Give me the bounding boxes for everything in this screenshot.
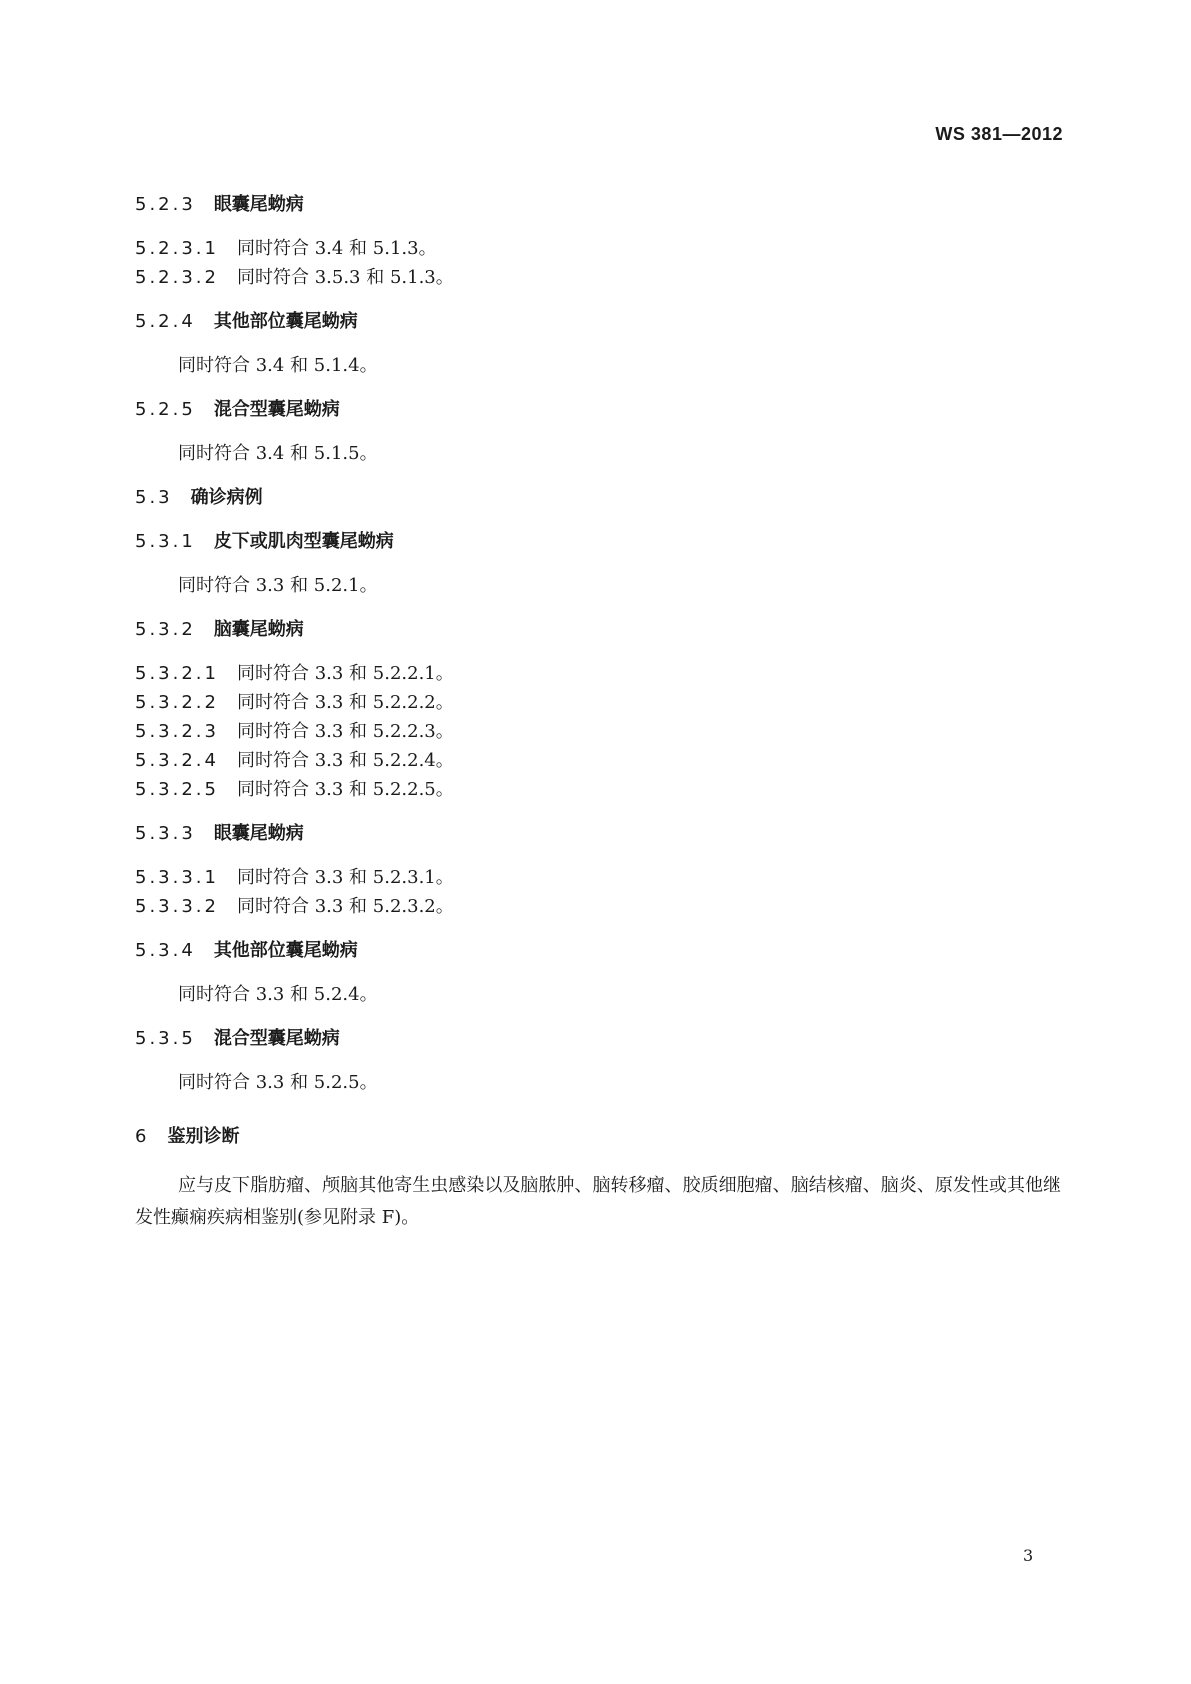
section-number: 5.2.5 <box>135 399 196 420</box>
section-heading <box>135 1024 340 1050</box>
section-title: 眼囊尾蚴病 <box>213 194 304 215</box>
section-heading <box>135 190 304 216</box>
section-number: 5.3.1 <box>135 531 196 552</box>
clause-number: 5.2.3.1 <box>135 238 219 259</box>
section-heading <box>135 527 394 553</box>
section-heading <box>135 307 358 333</box>
section-number: 5.3 <box>135 487 173 508</box>
page-number: 3 <box>1023 1546 1034 1565</box>
clause <box>135 263 454 289</box>
clause <box>135 717 454 743</box>
clause <box>135 746 454 772</box>
clause-text: 同时符合 3.3 和 5.2.3.2。 <box>236 896 454 917</box>
section-number: 5.2.4 <box>135 311 196 332</box>
clause-number: 5.2.3.2 <box>135 267 219 288</box>
section-heading <box>135 395 340 421</box>
clause-text: 同时符合 3.4 和 5.1.3。 <box>236 238 437 259</box>
clause-number: 5.3.3.2 <box>135 896 219 917</box>
section-title: 皮下或肌肉型囊尾蚴病 <box>213 531 394 552</box>
clause <box>135 234 437 260</box>
clause-text: 同时符合 3.5.3 和 5.1.3。 <box>236 267 454 288</box>
clause-number: 5.3.2.2 <box>135 692 219 713</box>
section-heading <box>135 615 304 641</box>
section-paragraph: 同时符合 3.3 和 5.2.5。 <box>178 1072 378 1093</box>
clause-number: 5.3.2.4 <box>135 750 219 771</box>
section-number: 5.3.2 <box>135 619 196 640</box>
clause <box>135 892 454 918</box>
standard-code: WS 381—2012 <box>935 124 1063 144</box>
section-title: 确诊病例 <box>190 487 263 508</box>
clause-number: 5.3.2.5 <box>135 779 219 800</box>
section-heading <box>135 936 358 962</box>
section-title: 其他部位囊尾蚴病 <box>213 940 358 961</box>
section-title: 混合型囊尾蚴病 <box>213 399 340 420</box>
clause-number: 5.3.2.3 <box>135 721 219 742</box>
section-heading <box>135 483 263 509</box>
section-paragraph: 同时符合 3.3 和 5.2.4。 <box>178 984 378 1005</box>
section-paragraph: 同时符合 3.4 和 5.1.4。 <box>178 355 378 376</box>
section-title: 脑囊尾蚴病 <box>213 619 304 640</box>
section-paragraph: 同时符合 3.3 和 5.2.1。 <box>178 575 378 596</box>
section-number: 6 <box>135 1126 150 1147</box>
section-title: 混合型囊尾蚴病 <box>213 1028 340 1049</box>
section-title: 其他部位囊尾蚴病 <box>213 311 358 332</box>
section-number: 5.3.3 <box>135 823 196 844</box>
section-paragraph: 同时符合 3.4 和 5.1.5。 <box>178 443 378 464</box>
clause-text: 同时符合 3.3 和 5.2.3.1。 <box>236 867 454 888</box>
section-number: 5.3.5 <box>135 1028 196 1049</box>
clause-text: 同时符合 3.3 和 5.2.2.2。 <box>236 692 454 713</box>
section-title: 眼囊尾蚴病 <box>213 823 304 844</box>
section-number: 5.2.3 <box>135 194 196 215</box>
clause <box>135 863 454 889</box>
section-number: 5.3.4 <box>135 940 196 961</box>
section-title: 鉴别诊断 <box>167 1126 240 1147</box>
clause-text: 同时符合 3.3 和 5.2.2.5。 <box>236 779 454 800</box>
clause-number: 5.3.2.1 <box>135 663 219 684</box>
clause <box>135 659 454 685</box>
clause-text: 同时符合 3.3 和 5.2.2.3。 <box>236 721 454 742</box>
clause <box>135 775 454 801</box>
section-paragraph: 应与皮下脂肪瘤、颅脑其他寄生虫感染以及脑脓肿、脑转移瘤、胶质细胞瘤、脑结核瘤、脑炎、原发性或其他继发性癫痫疾病相鉴别(参见附录 F)。 <box>135 1175 1061 1228</box>
section-heading <box>135 1122 239 1148</box>
clause-number: 5.3.3.1 <box>135 867 219 888</box>
clause-text: 同时符合 3.3 和 5.2.2.1。 <box>236 663 454 684</box>
clause-text: 同时符合 3.3 和 5.2.2.4。 <box>236 750 454 771</box>
clause <box>135 688 454 714</box>
section-heading <box>135 819 304 845</box>
